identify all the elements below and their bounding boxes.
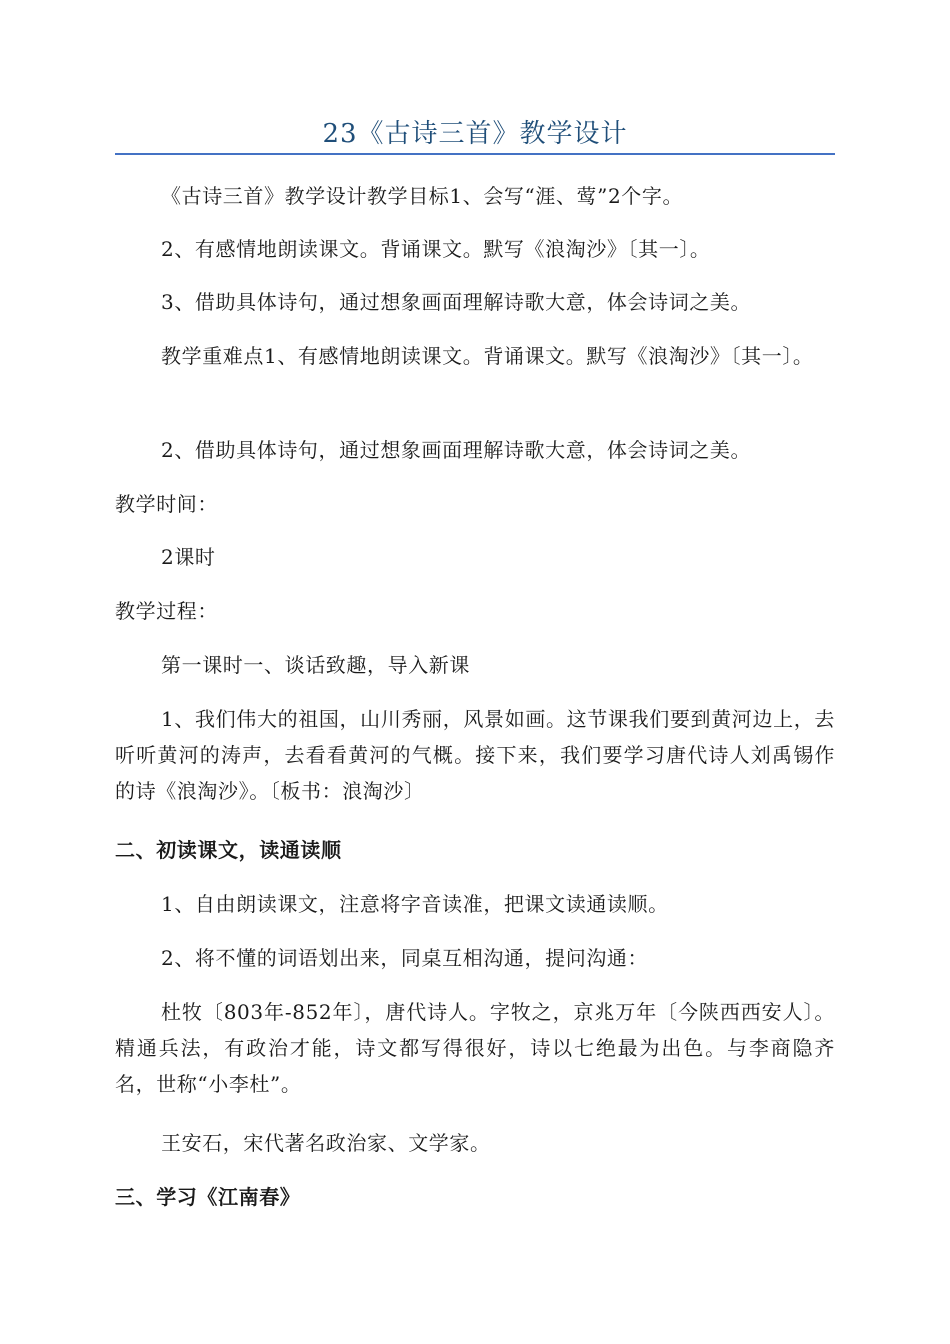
paragraph-teaching-process-label: 教学过程： bbox=[115, 599, 218, 623]
paragraph-wang-anshi: 王安石，宋代著名政治家、文学家。 bbox=[161, 1131, 491, 1155]
paragraph-goal-3: 3、借助具体诗句，通过想象画面理解诗歌大意，体会诗词之美。 bbox=[161, 290, 752, 314]
paragraph-discuss-words: 2、将不懂的词语划出来，同桌互相沟通，提问沟通： bbox=[161, 946, 649, 970]
section-heading-2: 二、初读课文，读通读顺 bbox=[115, 838, 342, 862]
section-heading-3: 三、学习《江南春》 bbox=[115, 1185, 301, 1209]
paragraph-first-lesson: 第一课时一、谈话致趣，导入新课 bbox=[161, 653, 470, 677]
paragraph-intro-text: 1、我们伟大的祖国，山川秀丽，风景如画。这节课我们要到黄河边上，去听听黄河的涛声，去看看黄河的气概。接下来，我们要学习唐代诗人刘禹锡作的诗《浪淘沙》。〔板书：浪淘沙〕 bbox=[115, 707, 835, 803]
paragraph-teaching-time-label: 教学时间： bbox=[115, 492, 218, 516]
paragraph-goal-2: 2、有感情地朗读课文。背诵课文。默写《浪淘沙》〔其一〕。 bbox=[161, 237, 711, 261]
document-title: 23《古诗三首》教学设计 bbox=[322, 119, 628, 149]
paragraph-teaching-goals: 《古诗三首》教学设计教学目标1、会写“涯、莺”2个字。 bbox=[161, 184, 684, 208]
paragraph-key-point-2: 2、借助具体诗句，通过想象画面理解诗歌大意，体会诗词之美。 bbox=[161, 438, 752, 462]
paragraph-du-mu: 杜牧〔803年-852年〕，唐代诗人。字牧之，京兆万年〔今陕西西安人〕。精通兵法，有政治才能，诗文都写得很好，诗以七绝最为出色。与李商隐齐名，世称“小李杜”。 bbox=[115, 1000, 835, 1096]
title-underline bbox=[115, 153, 835, 155]
paragraph-read-aloud: 1、自由朗读课文，注意将字音读准，把课文读通读顺。 bbox=[161, 892, 669, 916]
paragraph-key-points: 教学重难点1、有感情地朗读课文。背诵课文。默写《浪淘沙》〔其一〕。 bbox=[161, 344, 814, 368]
paragraph-teaching-time-value: 2课时 bbox=[161, 545, 216, 569]
